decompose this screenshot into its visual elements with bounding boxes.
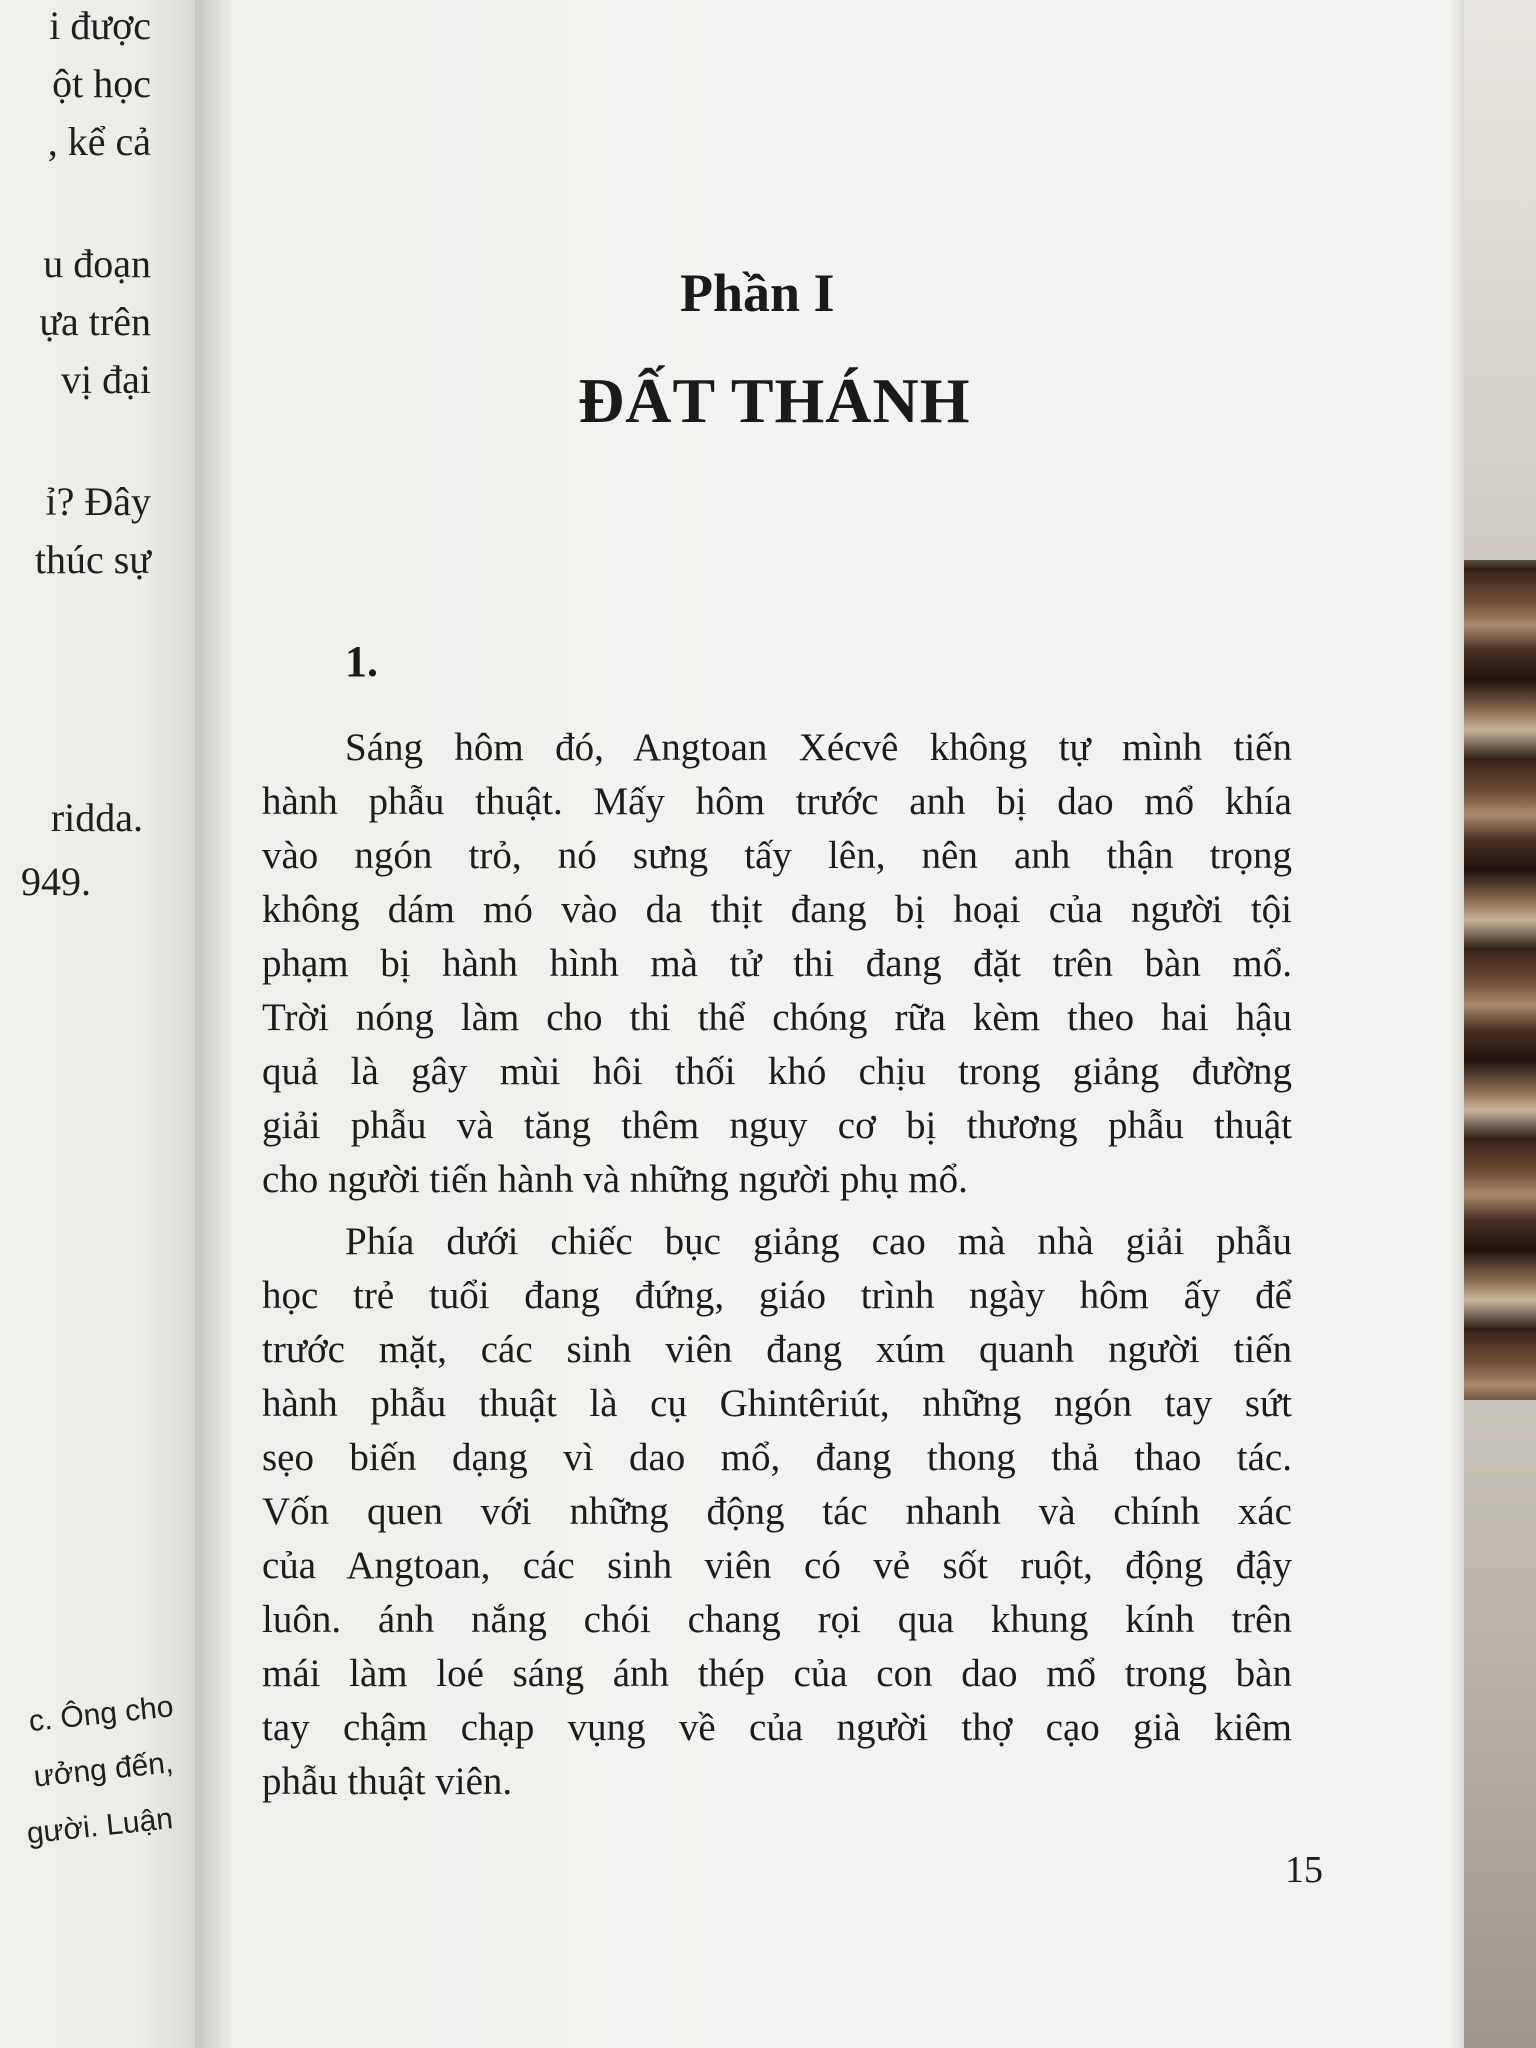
- paragraph-line: mái làm loé sáng ánh thép của con dao mổ trong bàn: [262, 1652, 1292, 1695]
- paragraph-line: giải phẫu và tăng thêm nguy cơ bị thương phẫu thuật: [262, 1104, 1292, 1147]
- chapter-title: ĐẤT THÁNH: [578, 365, 971, 436]
- left-page-line: ridda.: [50, 795, 143, 840]
- left-page-footnote: ưởng đến,: [32, 1746, 175, 1794]
- page-number: 15: [1285, 1849, 1323, 1891]
- paragraph-line: sẹo biến dạng vì dao mổ, đang thong thả thao tác.: [262, 1436, 1292, 1479]
- paragraph-line: không dám mó vào da thịt đang bị hoại của người tội: [262, 888, 1292, 931]
- left-page-line: ột học: [52, 61, 151, 106]
- left-page-line: i được: [49, 3, 151, 48]
- left-page-line: u đoạn: [43, 241, 151, 286]
- section-number: 1.: [345, 637, 378, 686]
- paragraph-line: Sáng hôm đó, Angtoan Xécvê không tự mình tiến: [345, 726, 1292, 769]
- paragraph-line: quả là gây mùi hôi thối khó chịu trong giảng đường: [262, 1050, 1292, 1093]
- background-surface: [1456, 1400, 1536, 2048]
- paragraph-line: luôn. ánh nắng chói chang rọi qua khung kính trên: [262, 1598, 1292, 1641]
- left-page-line: 949.: [21, 859, 91, 904]
- paragraph-line: trước mặt, các sinh viên đang xúm quanh người tiến: [262, 1328, 1292, 1371]
- paragraph-line: phẫu thuật viên.: [262, 1760, 513, 1803]
- paragraph-line: vào ngón trỏ, nó sưng tấy lên, nên anh thận trọng: [262, 834, 1292, 877]
- paragraph-line: của Angtoan, các sinh viên có vẻ sốt ruột, động đậy: [262, 1544, 1292, 1587]
- left-page-line: ựa trên: [39, 299, 151, 344]
- background-wall: [1456, 0, 1536, 560]
- left-page-line: , kể cả: [47, 119, 151, 164]
- paragraph-line: hành phẫu thuật là cụ Ghintêriút, những ngón tay sứt: [262, 1382, 1292, 1425]
- paragraph-line: Trời nóng làm cho thi thể chóng rữa kèm theo hai hậu: [262, 996, 1292, 1039]
- paragraph-line: tay chậm chạp vụng về của người thợ cạo già kiêm: [262, 1706, 1292, 1749]
- page-edge: [1450, 0, 1464, 2048]
- paragraph-line: hành phẫu thuật. Mấy hôm trước anh bị dao mổ khía: [262, 780, 1292, 823]
- paragraph-line: Vốn quen với những động tác nhanh và chính xác: [262, 1490, 1292, 1533]
- paragraph-line: Phía dưới chiếc bục giảng cao mà nhà giải phẫu: [345, 1220, 1292, 1263]
- paragraph-line: học trẻ tuổi đang đứng, giáo trình ngày hôm ấy để: [262, 1274, 1292, 1317]
- left-page-line: ỉ? Đây: [45, 479, 151, 524]
- previous-page: [0, 0, 205, 2048]
- left-page-line: vị đại: [61, 357, 151, 402]
- paragraph-line: phạm bị hành hình mà tử thi đang đặt trên bàn mổ.: [262, 942, 1292, 985]
- paragraph-line: cho người tiến hành và những người phụ mổ.: [262, 1158, 968, 1201]
- left-page-line: thúc sự: [34, 537, 151, 582]
- part-heading: Phần I: [680, 263, 835, 323]
- left-page-footnote: c. Ông cho: [27, 1690, 175, 1739]
- left-page-footnote: gười. Luận: [25, 1802, 175, 1851]
